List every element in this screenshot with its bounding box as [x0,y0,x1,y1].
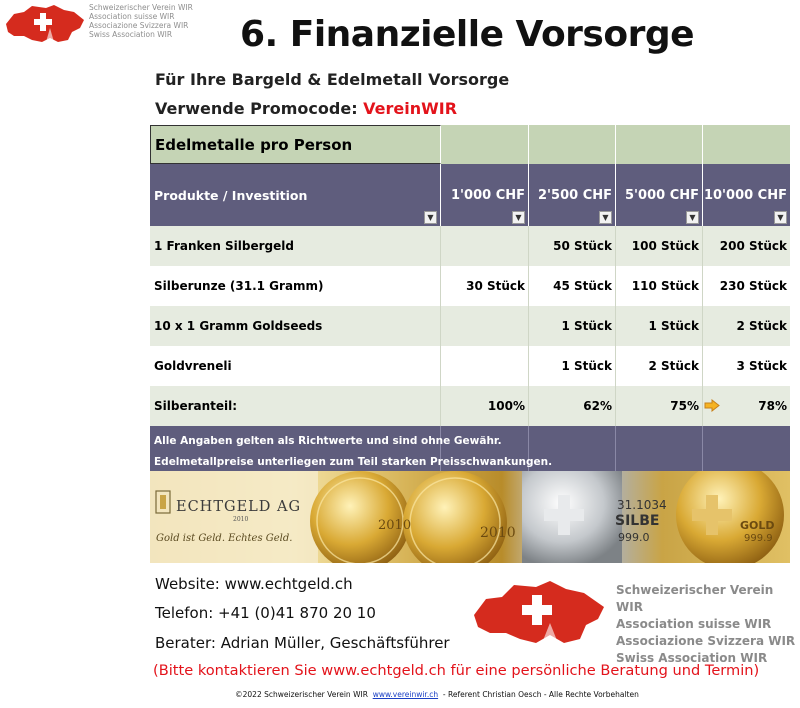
advisor-line: Berater: Adrian Müller, Geschäftsführer [155,634,450,652]
table-cell: 1 Stück [616,306,703,346]
table-footer-cell [616,426,703,471]
footer-logo [470,575,800,665]
header-1000[interactable] [441,164,529,226]
table-cell: 110 Stück [616,266,703,306]
swiss-map-logo-icon [470,575,610,649]
table-row [150,306,790,346]
coin-text: 31.1034 [617,498,667,512]
table-title-row [150,125,790,164]
header-label: 10'000 CHF [703,187,787,203]
table-cell-value: 78% [758,399,787,413]
footnote: Alle Angaben gelten als Richtwerte und sind ohne Gewähr. [154,435,502,447]
table-cell [441,226,529,266]
table-title-cell [529,125,616,164]
logo-line: Associazione Svizzera WIR [616,634,796,648]
table-row [150,346,790,386]
logo-line: Swiss Association WIR [89,30,173,39]
table-cell: Silberanteil: [150,386,441,426]
logo-line: Association suisse WIR [616,617,772,631]
header-10000[interactable] [703,164,790,226]
table-cell: 75% [616,386,703,426]
subtitle: Für Ihre Bargeld & Edelmetall Vorsorge [155,70,510,89]
echtgeld-banner[interactable] [150,471,790,563]
phone-line[interactable]: Telefon: +41 (0)41 870 20 10 [155,604,376,622]
coin-text: 2010 [480,525,516,541]
logo-line: Schweizerischer Verein WIR [616,583,774,614]
promo-line [155,99,457,118]
table-footer-row [150,426,790,471]
footer-suffix: - Referent Christian Oesch - Alle Rechte Vorbehalten [442,690,639,699]
header-5000[interactable] [616,164,703,226]
coin-text: 2010 [378,518,412,533]
banner-brand: ECHTGELD AG [176,499,302,515]
header-label: 5'000 CHF [625,187,699,203]
logo-line: Schweizerischer Verein WIR [89,3,193,12]
table-cell: 1 Stück [529,346,616,386]
logo-line: Association suisse WIR [89,12,175,21]
header-label: 2'500 CHF [538,187,612,203]
table-title-cell [616,125,703,164]
table-footer-cell [703,426,790,471]
table-cell: 45 Stück [529,266,616,306]
table-cell: 10 x 1 Gramm Goldseeds [150,306,441,346]
footer-copyright: ©2022 Schweizerischer Verein WIR [235,690,368,699]
table-cell: 1 Franken Silbergeld [150,226,441,266]
dropdown-arrow-icon[interactable]: ▼ [686,211,699,224]
header-2500[interactable] [529,164,616,226]
table-cell [441,346,529,386]
coin-text: GOLD [740,519,775,532]
table-cell: 100% [441,386,529,426]
promo-label: Verwende Promocode: [155,99,364,118]
dropdown-arrow-icon[interactable]: ▼ [424,211,437,224]
table-cell: 50 Stück [529,226,616,266]
table-row [150,266,790,306]
table-cell: 62% [529,386,616,426]
table-cell: 30 Stück [441,266,529,306]
table-cell: 1 Stück [529,306,616,346]
footer-link[interactable]: www.vereinwir.ch [372,690,439,699]
footer-logo-text [616,582,800,667]
table-cell: Silberunze (31.1 Gramm) [150,266,441,306]
table-cell: 230 Stück [703,266,790,306]
coin-text: 999.9 [744,533,773,544]
coin-text: 999.0 [618,531,650,544]
table-row-silver-share [150,386,790,426]
table-title-cell [441,125,529,164]
table-title-cell [703,125,790,164]
header-products[interactable] [150,164,441,226]
footnote: Edelmetallpreise unterliegen zum Teil starken Preisschwankungen. [154,456,553,468]
table-header-row [150,164,790,226]
dropdown-arrow-icon[interactable]: ▼ [599,211,612,224]
table-footnotes [154,431,552,473]
page-title: 6. Finanzielle Vorsorge [239,14,695,55]
precious-metals-table [150,125,790,471]
logo-line: Swiss Association WIR [616,651,768,665]
website-line[interactable]: Website: www.echtgeld.ch [155,575,353,593]
table-cell: 200 Stück [703,226,790,266]
banner-year: 2010 [233,516,249,523]
table-cell [441,306,529,346]
header-label: Produkte / Investition [154,187,308,203]
table-title: Edelmetalle pro Person [150,125,441,164]
dropdown-arrow-icon[interactable]: ▼ [512,211,525,224]
coin-text: SILBE [615,513,660,529]
table-row [150,226,790,266]
table-cell: 2 Stück [616,346,703,386]
page-footer [0,690,800,699]
table-cell: Goldvreneli [150,346,441,386]
table-cell: 3 Stück [703,346,790,386]
table-cell-with-arrow [703,386,790,426]
table-cell: 100 Stück [616,226,703,266]
dropdown-arrow-icon[interactable]: ▼ [774,211,787,224]
right-arrow-icon [704,399,720,412]
banner-slogan: Gold ist Geld. Echtes Geld. [156,533,293,544]
contact-call-to-action: (Bitte kontaktieren Sie www.echtgeld.ch für eine persönliche Beratung und Termin) [153,662,760,679]
logo-line: Associazione Svizzera WIR [89,21,189,30]
table-cell: 2 Stück [703,306,790,346]
promo-code: VereinWIR [363,99,458,118]
header-label: 1'000 CHF [451,187,525,203]
